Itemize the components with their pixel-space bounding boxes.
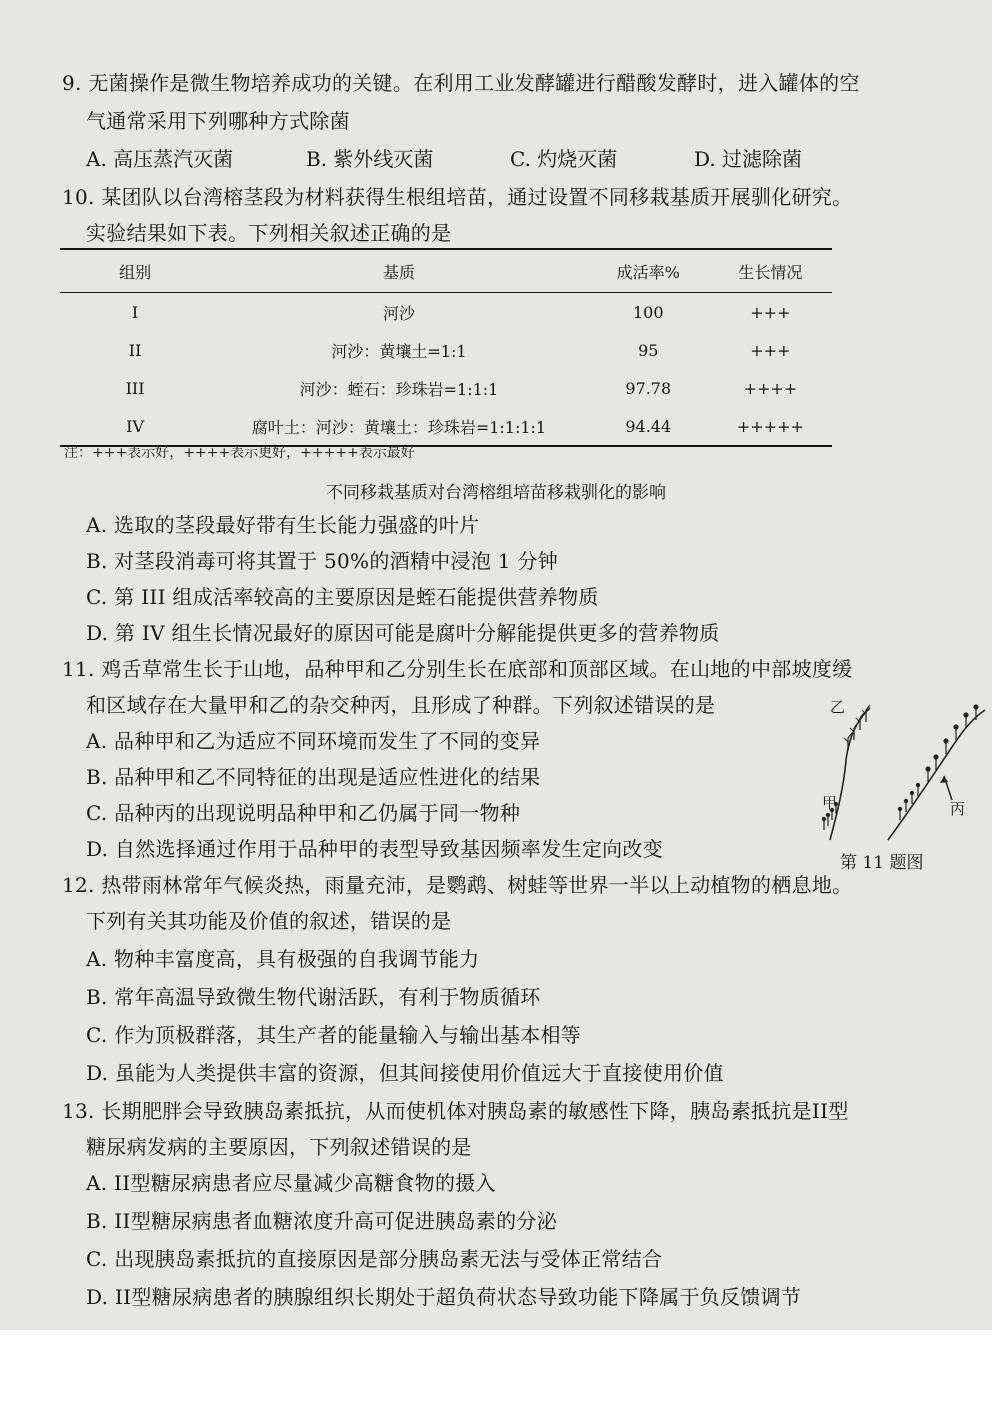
table-row [60, 407, 832, 446]
q12-stem-line1: 12. 热带雨林常年气候炎热，雨量充沛，是鹦鹉、树蛙等世界一半以上动植物的栖息地。 [62, 873, 853, 897]
table-header-row [60, 249, 832, 293]
q13-option-c: C. 出现胰岛素抵抗的直接原因是部分胰岛素无法与受体正常结合 [86, 1247, 663, 1271]
q13-stem-line1: 13. 长期肥胖会导致胰岛素抵抗，从而使机体对胰岛素的敏感性下降，胰岛素抵抗是II型 [62, 1099, 849, 1123]
table-cell: 河沙 [382, 303, 415, 323]
table-cell: 94.44 [625, 416, 672, 436]
figure-label-jia: 甲 [822, 794, 838, 812]
q10-data-table [60, 248, 832, 447]
table-cell: ++++ [743, 378, 798, 398]
table-cell: IV [126, 416, 145, 436]
table-cell: III [125, 378, 145, 398]
table-cell: +++++ [736, 416, 804, 436]
table-cell: +++ [750, 302, 791, 322]
table-row [60, 331, 832, 369]
table-header-growth: 生长情况 [738, 262, 803, 282]
q13-option-b: B. II型糖尿病患者血糖浓度升高可促进胰岛素的分泌 [86, 1209, 558, 1233]
q10-option-c: C. 第 III 组成活率较高的主要原因是蛭石能提供营养物质 [86, 585, 599, 609]
table-header-substrate: 基质 [382, 262, 415, 282]
q12-option-a: A. 物种丰富度高，具有极强的自我调节能力 [86, 947, 480, 971]
table-header-survival: 成活率% [616, 262, 680, 282]
table-cell: +++ [750, 340, 791, 360]
q12-option-b: B. 常年高温导致微生物代谢活跃，有利于物质循环 [86, 985, 541, 1009]
table-caption: 不同移栽基质对台湾榕组培苗移栽驯化的影响 [326, 483, 666, 503]
table-cell: 河沙：黄壤土=1:1 [331, 341, 467, 361]
q11-stem-line2: 和区域存在大量甲和乙的杂交种丙，且形成了种群。下列叙述错误的是 [86, 693, 716, 717]
q9-option-b: B. 紫外线灭菌 [306, 147, 434, 171]
q10-stem-line1: 10. 某团队以台湾榕茎段为材料获得生根组培苗，通过设置不同移栽基质开展驯化研究。 [62, 185, 853, 209]
q9-stem-line2: 气通常采用下列哪种方式除菌 [86, 109, 350, 133]
table-cell: 100 [633, 302, 664, 322]
q10-option-a: A. 选取的茎段最好带有生长能力强盛的叶片 [86, 513, 480, 537]
q12-stem-line2: 下列有关其功能及价值的叙述，错误的是 [86, 909, 452, 933]
q11-option-a: A. 品种甲和乙为适应不同环境而发生了不同的变异 [86, 729, 541, 753]
q11-stem-line1: 11. 鸡舌草常生长于山地，品种甲和乙分别生长在底部和顶部区域。在山地的中部坡度缓 [62, 657, 853, 681]
figure-label-yi: 乙 [830, 698, 846, 716]
q10-option-d: D. 第 IV 组生长情况最好的原因可能是腐叶分解能提供更多的营养物质 [86, 621, 720, 645]
table-cell: I [131, 302, 139, 322]
q10-stem-line2: 实验结果如下表。下列相关叙述正确的是 [86, 221, 452, 245]
q9-stem-line1: 9. 无菌操作是微生物培养成功的关键。在利用工业发酵罐进行醋酸发酵时，进入罐体的空 [62, 71, 860, 95]
q10-option-b: B. 对茎段消毒可将其置于 50%的酒精中浸泡 1 分钟 [86, 549, 559, 573]
table-cell: 河沙：蛭石：珍珠岩=1:1:1 [299, 379, 499, 399]
table-cell: 97.78 [625, 378, 672, 398]
table-cell: II [128, 340, 142, 360]
q11-option-c: C. 品种丙的出现说明品种甲和乙仍属于同一物种 [86, 801, 521, 825]
q11-option-b: B. 品种甲和乙不同特征的出现是适应性进化的结果 [86, 765, 541, 789]
table-row [60, 369, 832, 407]
q9-option-a: A. 高压蒸汽灭菌 [86, 147, 234, 171]
q9-option-d: D. 过滤除菌 [694, 147, 803, 171]
q9-option-c: C. 灼烧灭菌 [510, 147, 618, 171]
table-header-group: 组别 [119, 262, 152, 282]
q13-stem-line2: 糖尿病发病的主要原因，下列叙述错误的是 [86, 1135, 472, 1159]
q13-option-d: D. II型糖尿病患者的胰腺组织长期处于超负荷状态导致功能下降属于负反馈调节 [86, 1285, 802, 1309]
q11-option-d: D. 自然选择通过作用于品种甲的表型导致基因频率发生定向改变 [86, 837, 664, 861]
table-cell: 腐叶土：河沙：黄壤土：珍珠岩=1:1:1:1 [251, 417, 547, 437]
table-cell: 95 [638, 340, 659, 360]
table-row [60, 293, 832, 332]
q12-option-d: D. 虽能为人类提供丰富的资源，但其间接使用价值远大于直接使用价值 [86, 1061, 724, 1085]
figure-label-bing: 丙 [950, 800, 966, 818]
blank-margin [0, 1330, 992, 1402]
q12-option-c: C. 作为顶极群落，其生产者的能量输入与输出基本相等 [86, 1023, 582, 1047]
q13-option-a: A. II型糖尿病患者应尽量减少高糖食物的摄入 [86, 1171, 496, 1195]
q11-figure-caption: 第 11 题图 [840, 853, 924, 873]
table-note: 注：+++表示好，++++表示更好，+++++表示最好 [64, 445, 415, 461]
